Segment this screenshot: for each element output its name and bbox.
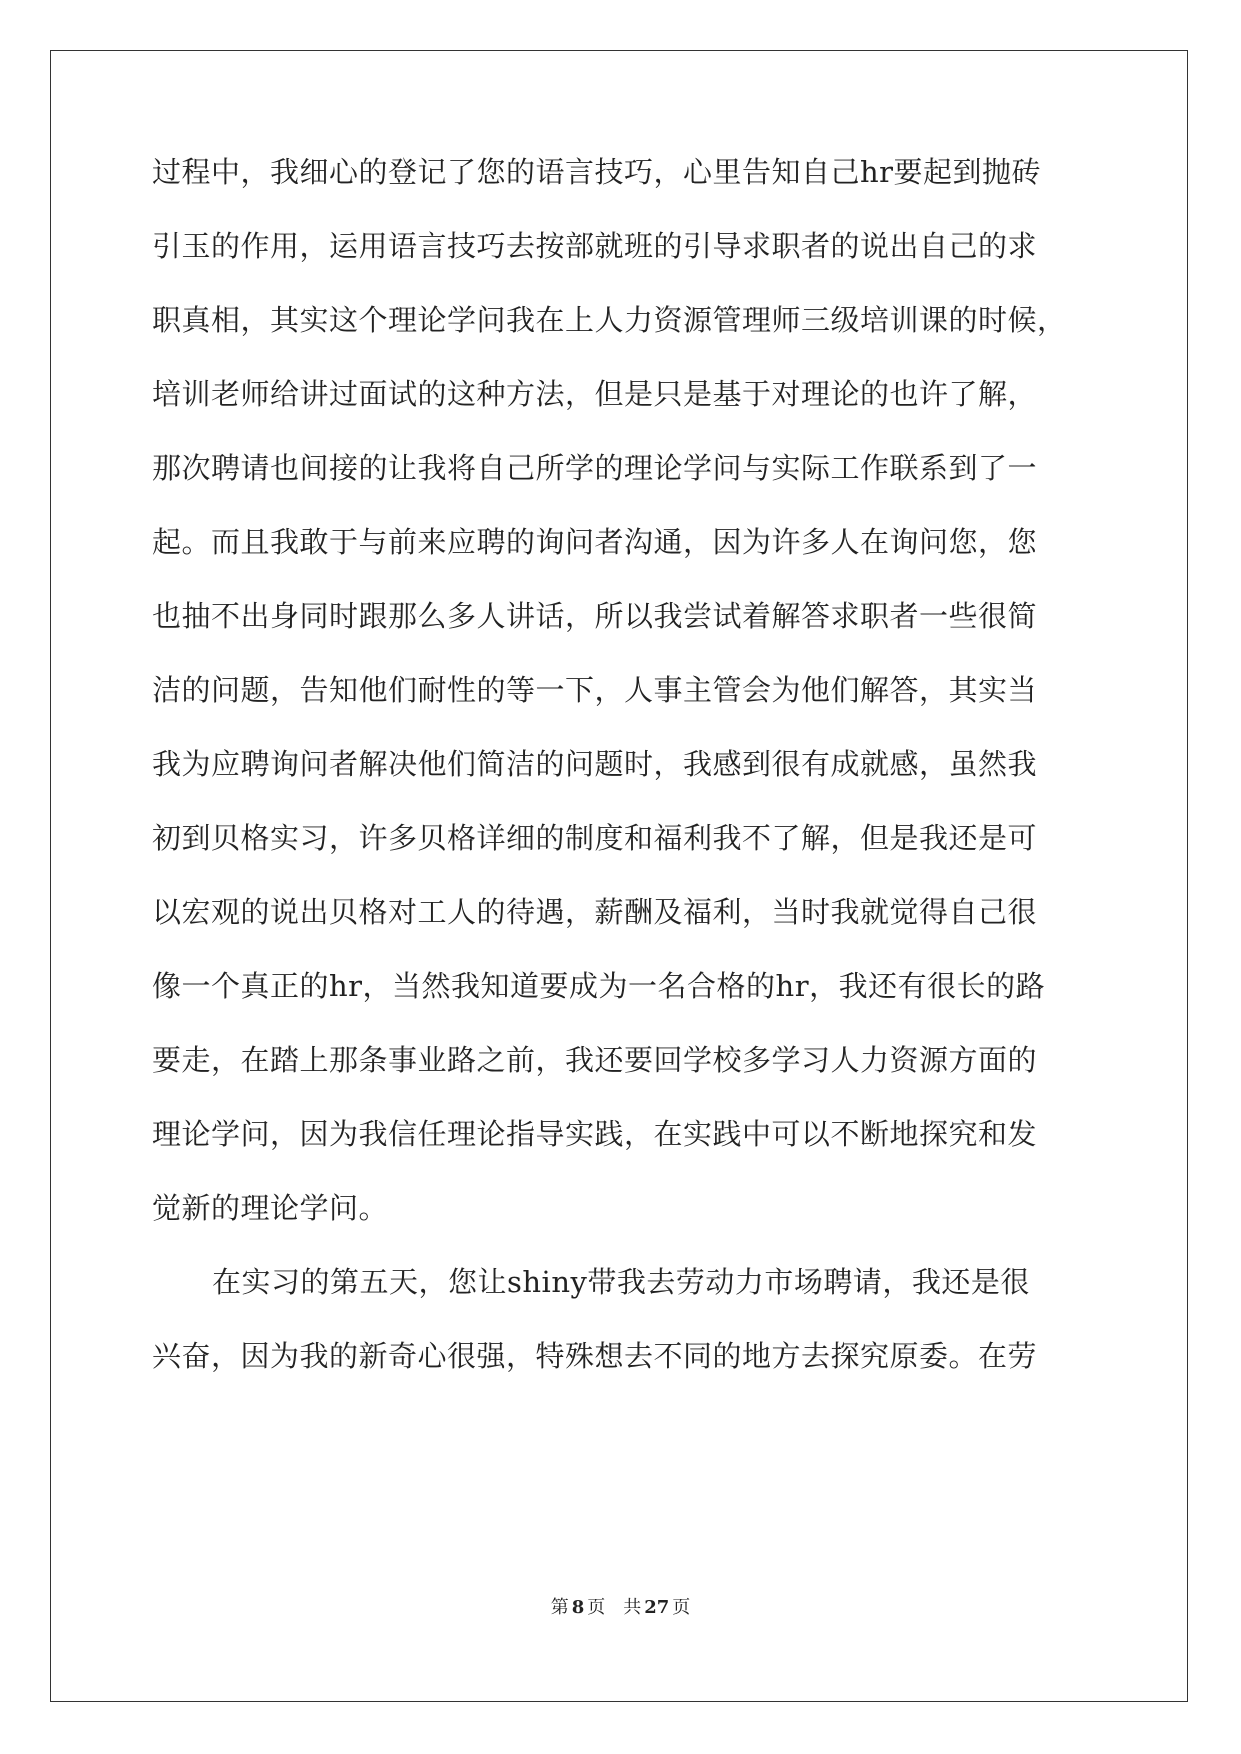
- page-prefix: 第: [550, 1597, 569, 1618]
- text-line: 初到贝格实习，许多贝格详细的制度和福利我不了解，但是我还是可: [152, 821, 1038, 855]
- text-line: 也抽不出身同时跟那么多人讲话，所以我尝试着解答求职者一些很简: [152, 599, 1038, 633]
- text-line: 培训老师给讲过面试的这种方法，但是只是基于对理论的也许了解，: [152, 377, 1038, 411]
- text-line: 过程中，我细心的登记了您的语言技巧，心里告知自己hr要起到抛砖: [152, 155, 1042, 189]
- total-pages: 27: [644, 1597, 670, 1618]
- text-line: 像一个真正的hr，当然我知道要成为一名合格的hr，我还有很长的路: [152, 969, 1046, 1003]
- text-line: 以宏观的说出贝格对工人的待遇，薪酬及福利，当时我就觉得自己很: [152, 895, 1038, 929]
- text-line: 那次聘请也间接的让我将自己所学的理论学问与实际工作联系到了一: [152, 451, 1038, 485]
- page-number: 8: [571, 1597, 585, 1618]
- text-line: 我为应聘询问者解决他们简洁的问题时，我感到很有成就感，虽然我: [152, 747, 1038, 781]
- text-line: 洁的问题，告知他们耐性的等一下，人事主管会为他们解答，其实当: [152, 673, 1038, 707]
- text-line: 要走，在踏上那条事业路之前，我还要回学校多学习人力资源方面的: [152, 1043, 1038, 1077]
- total-suffix: 页: [672, 1597, 691, 1618]
- paragraph-first-line: 在实习的第五天，您让shiny带我去劳动力市场聘请，我还是很: [212, 1265, 1030, 1299]
- text-line: 引玉的作用，运用语言技巧去按部就班的引导求职者的说出自己的求: [152, 229, 1038, 263]
- text-line: 起。而且我敢于与前来应聘的询问者沟通，因为许多人在询问您，您: [152, 525, 1038, 559]
- page-footer: [0, 1596, 1241, 1620]
- page-border: [50, 50, 1188, 1702]
- text-line: 觉新的理论学问。: [152, 1191, 389, 1225]
- text-line: 兴奋，因为我的新奇心很强，特殊想去不同的地方去探究原委。在劳: [152, 1339, 1038, 1373]
- page-suffix: 页: [587, 1597, 606, 1618]
- text-line: 职真相，其实这个理论学问我在上人力资源管理师三级培训课的时候，: [152, 303, 1067, 337]
- text-line: 理论学问，因为我信任理论指导实践，在实践中可以不断地探究和发: [152, 1117, 1038, 1151]
- total-prefix: 共: [623, 1597, 642, 1618]
